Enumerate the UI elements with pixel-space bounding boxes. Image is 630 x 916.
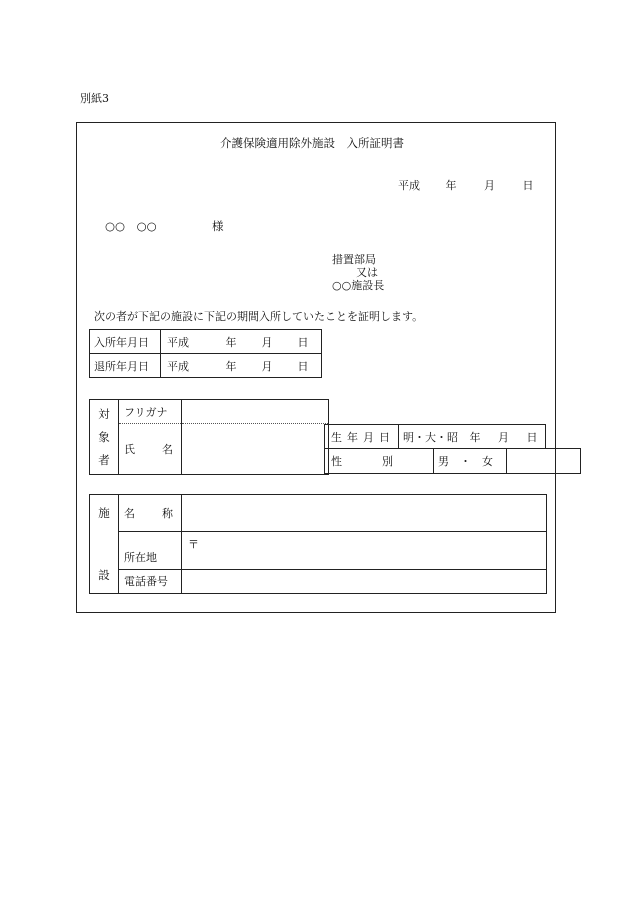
- date-month-unit: 月: [484, 179, 495, 192]
- gender-extra-field[interactable]: [507, 449, 581, 474]
- subject-char-2: 象: [98, 429, 110, 444]
- facility-char-1: 施: [98, 506, 110, 520]
- issuer-line-3: ○○施設長: [332, 279, 385, 292]
- discharge-day-unit: 日: [297, 359, 309, 373]
- discharge-era: 平成: [167, 359, 189, 373]
- period-row-admission: [90, 330, 322, 354]
- issuer-line-2: 又は: [356, 266, 378, 279]
- facility-table: [89, 494, 547, 594]
- attachment-label: 別紙3: [80, 92, 109, 105]
- facility-address-field[interactable]: [182, 532, 547, 569]
- issuer-line-1: 措置部局: [332, 253, 376, 266]
- facility-address-label: 所在地: [119, 532, 182, 569]
- date-year-unit: 年: [445, 179, 457, 192]
- facility-phone-label: 電話番号: [119, 569, 182, 593]
- subject-char-1: 対: [98, 406, 110, 421]
- name-field[interactable]: [182, 424, 329, 475]
- birthdate-eras: 明・大・昭: [403, 430, 458, 444]
- admission-date-label: 入所年月日: [90, 330, 161, 354]
- admission-year-unit: 年: [225, 335, 237, 349]
- period-row-discharge: [90, 354, 322, 378]
- birthdate-field[interactable]: [399, 425, 546, 449]
- date-day-unit: 日: [522, 179, 534, 192]
- discharge-date-label: 退所年月日: [90, 354, 161, 378]
- name-label: 氏 名: [119, 424, 182, 475]
- admission-date-field[interactable]: [161, 330, 322, 354]
- birthdate-year-unit: 年: [469, 430, 481, 444]
- addressee-name: ○○ ○○: [105, 219, 157, 233]
- facility-group-label: [90, 495, 119, 594]
- admission-day-unit: 日: [297, 335, 309, 349]
- addressee-honorific: 様: [212, 219, 224, 233]
- birthdate-month-unit: 月: [498, 430, 509, 444]
- statement-text: 次の者が下記の施設に下記の期間入所していたことを証明します。: [94, 310, 424, 323]
- discharge-date-field[interactable]: [161, 354, 322, 378]
- subject-group-label: [90, 400, 119, 475]
- subject-left-table: [89, 399, 329, 475]
- birthdate-label: 生年月日: [325, 425, 399, 449]
- facility-name-field[interactable]: [182, 495, 547, 532]
- discharge-month-unit: 月: [261, 359, 273, 373]
- facility-phone-field[interactable]: [182, 569, 547, 593]
- postal-mark: 〒: [188, 538, 199, 552]
- gender-label: 性別: [325, 449, 434, 474]
- subject-char-3: 者: [98, 453, 110, 468]
- admission-era: 平成: [167, 335, 189, 349]
- admission-month-unit: 月: [261, 335, 273, 349]
- gender-options[interactable]: 男 ・ 女: [434, 449, 507, 474]
- birthdate-day-unit: 日: [526, 430, 538, 444]
- date-line: [398, 177, 534, 193]
- subject-right-table: [324, 424, 546, 449]
- furigana-label: フリガナ: [119, 400, 182, 424]
- discharge-year-unit: 年: [225, 359, 237, 373]
- document-title: 介護保険適用除外施設 入所証明書: [220, 136, 404, 150]
- facility-name-label: 名 称: [119, 495, 182, 532]
- gender-table: [324, 448, 581, 474]
- date-era: 平成: [398, 179, 420, 192]
- furigana-field[interactable]: [182, 400, 329, 424]
- facility-char-2: 設: [98, 568, 110, 582]
- period-table: [89, 329, 322, 378]
